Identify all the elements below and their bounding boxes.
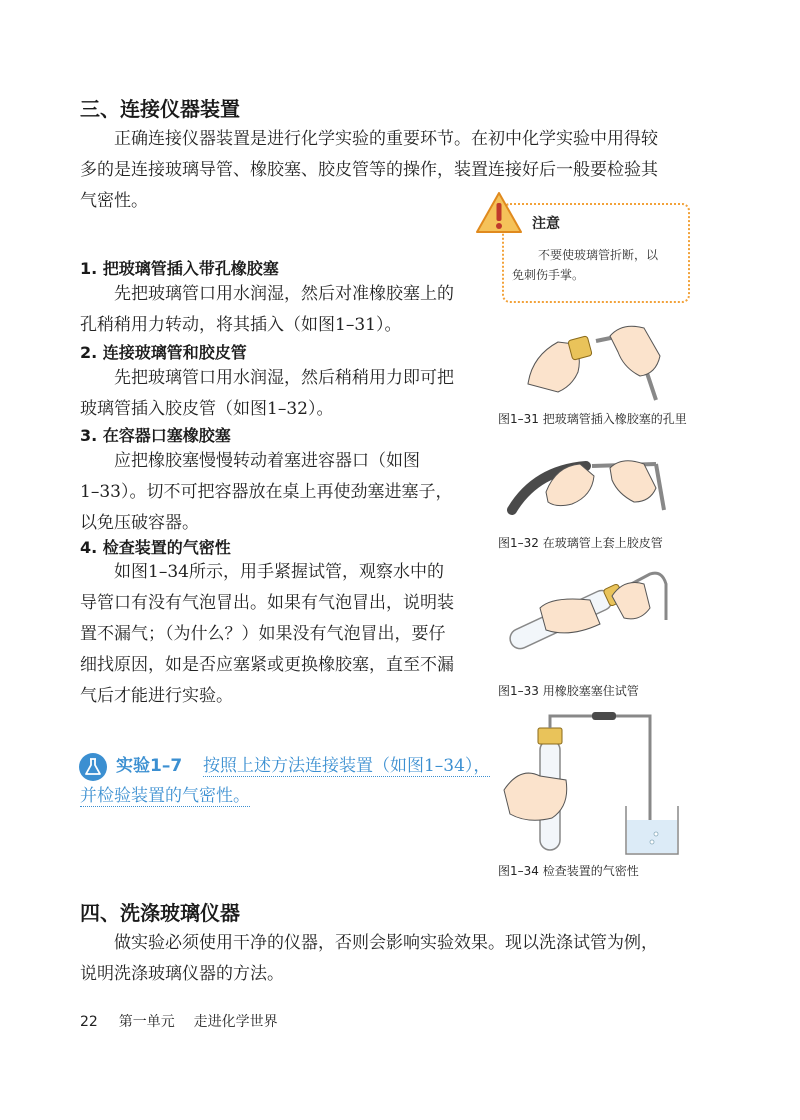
step-text [80,446,480,539]
experiment-callout [116,751,490,782]
paragraph-line: 气后才能进行实验。 [80,686,233,706]
figure-illustration [500,560,670,680]
paragraph-line: 细找原因，如是否应塞紧或更换橡胶塞，直至不漏 [80,655,454,675]
figure-caption: 图1–31 把玻璃管插入橡胶塞的孔里 [498,412,687,426]
experiment-text: 按照上述方法连接装置（如图1–34）， [202,756,491,776]
figure-illustration [506,452,666,522]
paragraph-line: 应把橡胶塞慢慢转动着塞进容器口（如图 [114,451,420,471]
paragraph-line: 玻璃管插入胶皮管（如图1–32）。 [80,399,334,419]
paragraph-line: 先把玻璃管口用水润湿，然后稍稍用力即可把 [114,368,454,388]
step-text [80,363,480,425]
paragraph-line: 置不漏气；（为什么？）如果没有气泡冒出，要仔 [80,624,446,644]
paragraph-line: 正确连接仪器装置是进行化学实验的重要环节。在初中化学实验中用得较 [114,129,658,149]
step-heading: 2. 连接玻璃管和胶皮管 [80,343,247,362]
step-text [80,279,480,341]
warning-icon [474,190,524,236]
note-line: 免刺伤手掌。 [512,268,585,282]
figure-illustration [500,706,690,856]
flask-icon [78,752,108,782]
note-box [502,203,690,303]
figure-caption: 图1–34 检查装置的气密性 [498,864,639,878]
figure-caption: 图1–33 用橡胶塞塞住试管 [498,684,639,698]
experiment-callout-line2 [80,781,250,812]
note-line: 不要使玻璃管折断，以 [538,248,659,262]
note-text [512,245,684,285]
figure-caption: 图1–32 在玻璃管上套上胶皮管 [498,536,663,550]
paragraph-line: 说明洗涤玻璃仪器的方法。 [80,964,284,984]
unit-title: 走进化学世界 [193,1014,278,1030]
page-number: 22 [80,1014,98,1030]
note-title: 注意 [532,216,560,232]
paragraph-line: 气密性。 [80,191,148,211]
paragraph-line: 多的是连接玻璃导管、橡胶塞、胶皮管等的操作，装置连接好后一般要检验其 [80,160,658,180]
paragraph-line: 以免压破容器。 [80,513,199,533]
paragraph-line: 做实验必须使用干净的仪器，否则会影响实验效果。现以洗涤试管为例， [114,933,658,953]
section-heading: 三、连接仪器装置 [80,97,240,121]
step-heading: 1. 把玻璃管插入带孔橡胶塞 [80,259,279,278]
section-heading: 四、洗涤玻璃仪器 [80,901,240,925]
figure-illustration [518,316,668,406]
experiment-text: 并检验装置的气密性。 [80,786,250,806]
step-text [80,557,480,712]
unit-label: 第一单元 [118,1014,175,1030]
paragraph-line: 先把玻璃管口用水润湿，然后对准橡胶塞上的 [114,284,454,304]
step-heading: 3. 在容器口塞橡胶塞 [80,426,231,445]
experiment-title: 实验1–7 [116,756,183,776]
section4-paragraph [80,928,720,990]
paragraph-line: 如图1–34所示，用手紧握试管，观察水中的 [114,562,444,582]
paragraph-line: 导管口有没有气泡冒出。如果有气泡冒出，说明装 [80,593,454,613]
paragraph-line: 1–33）。切不可把容器放在桌上再使劲塞进塞子， [80,482,453,502]
page-footer [80,1011,278,1031]
step-heading: 4. 检查装置的气密性 [80,538,231,557]
paragraph-line: 孔稍稍用力转动，将其插入（如图1–31）。 [80,315,402,335]
